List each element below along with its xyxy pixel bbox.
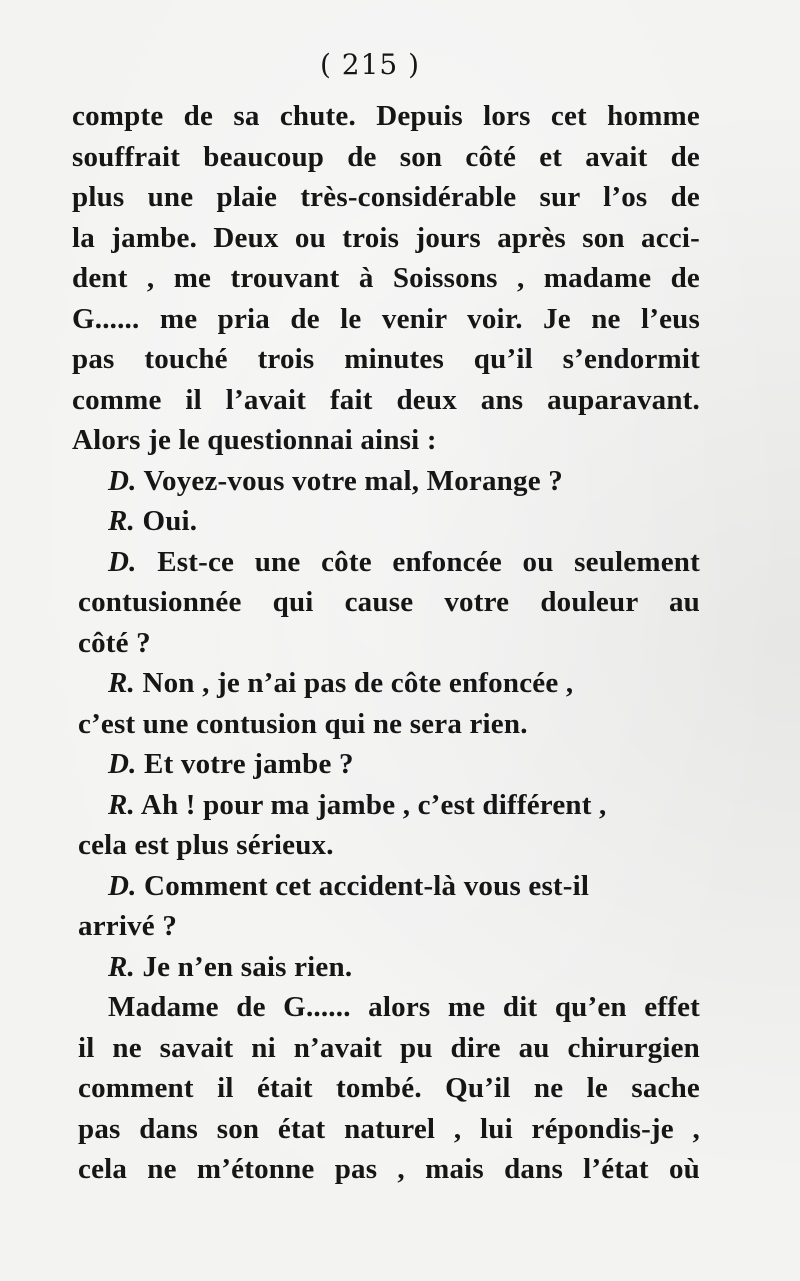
text-line: comment il était tombé. Qu’il ne le sache	[78, 1072, 700, 1104]
text-line: Alors je le questionnai ainsi :	[72, 424, 437, 456]
text-line: dent , me trouvant à Soissons , madame de	[72, 262, 700, 294]
speaker-label: R.	[108, 505, 135, 537]
text-line: plus une plaie très-considérable sur l’os de	[72, 181, 700, 213]
dialogue-line	[72, 785, 700, 826]
dialogue-text: Je n’en sais rien.	[142, 950, 353, 983]
text-line: cela ne m’étonne pas , mais dans l’état où	[78, 1153, 700, 1185]
dialogue-line: contusionnée qui cause votre douleur au	[78, 586, 700, 618]
dialogue-line	[72, 744, 700, 785]
page-number: ( 215 )	[319, 48, 421, 81]
speaker-label: D.	[108, 869, 137, 902]
dialogue-text: Voyez-vous votre mal, Morange ?	[143, 464, 563, 497]
text-line: G...... me pria de le venir voir. Je ne l’eus	[72, 302, 700, 335]
dialogue-line	[72, 542, 700, 583]
speaker-label: R.	[108, 667, 135, 699]
dialogue-text: Ah ! pour ma jambe , c’est différent ,	[140, 788, 607, 821]
dialogue-text: Est-ce une côte enfoncée ou seulement	[157, 545, 700, 578]
dialogue-line: cela est plus sérieux.	[78, 829, 334, 861]
speaker-label: D.	[108, 748, 137, 780]
text-line: il ne savait ni n’avait pu dire au chirurgien	[78, 1031, 700, 1064]
text-line: la jambe. Deux ou trois jours après son acci-	[72, 221, 700, 254]
dialogue-text: Oui.	[142, 505, 198, 537]
text-line: compte de sa chute. Depuis lors cet homme	[72, 100, 700, 132]
dialogue-line: côté ?	[78, 626, 151, 659]
dialogue-text: Et votre jambe ?	[144, 748, 354, 780]
dialogue-line	[72, 866, 700, 907]
text-line: pas touché trois minutes qu’il s’endormit	[72, 343, 700, 375]
dialogue-line: arrivé ?	[78, 910, 178, 942]
dialogue-text: Non , je n’ai pas de côte enfoncée ,	[142, 667, 574, 699]
text-line: Madame de G...... alors me dit qu’en effet	[108, 991, 700, 1023]
dialogue-line	[72, 501, 700, 542]
text-line: souffrait beaucoup de son côté et avait de	[72, 140, 700, 173]
dialogue-line	[72, 947, 700, 988]
body-text	[72, 96, 700, 1190]
dialogue-text: Comment cet accident-là vous est-il	[144, 869, 590, 902]
dialogue-line	[72, 461, 700, 502]
speaker-label: D.	[108, 545, 137, 578]
dialogue-line	[72, 663, 700, 704]
speaker-label: R.	[108, 788, 135, 821]
text-line: comme il l’avait fait deux ans auparavant.	[72, 383, 700, 416]
text-line: pas dans son état naturel , lui répondis-je ,	[78, 1112, 700, 1145]
speaker-label: R.	[108, 950, 135, 983]
speaker-label: D.	[108, 464, 137, 497]
dialogue-line: c’est une contusion qui ne sera rien.	[78, 707, 528, 740]
